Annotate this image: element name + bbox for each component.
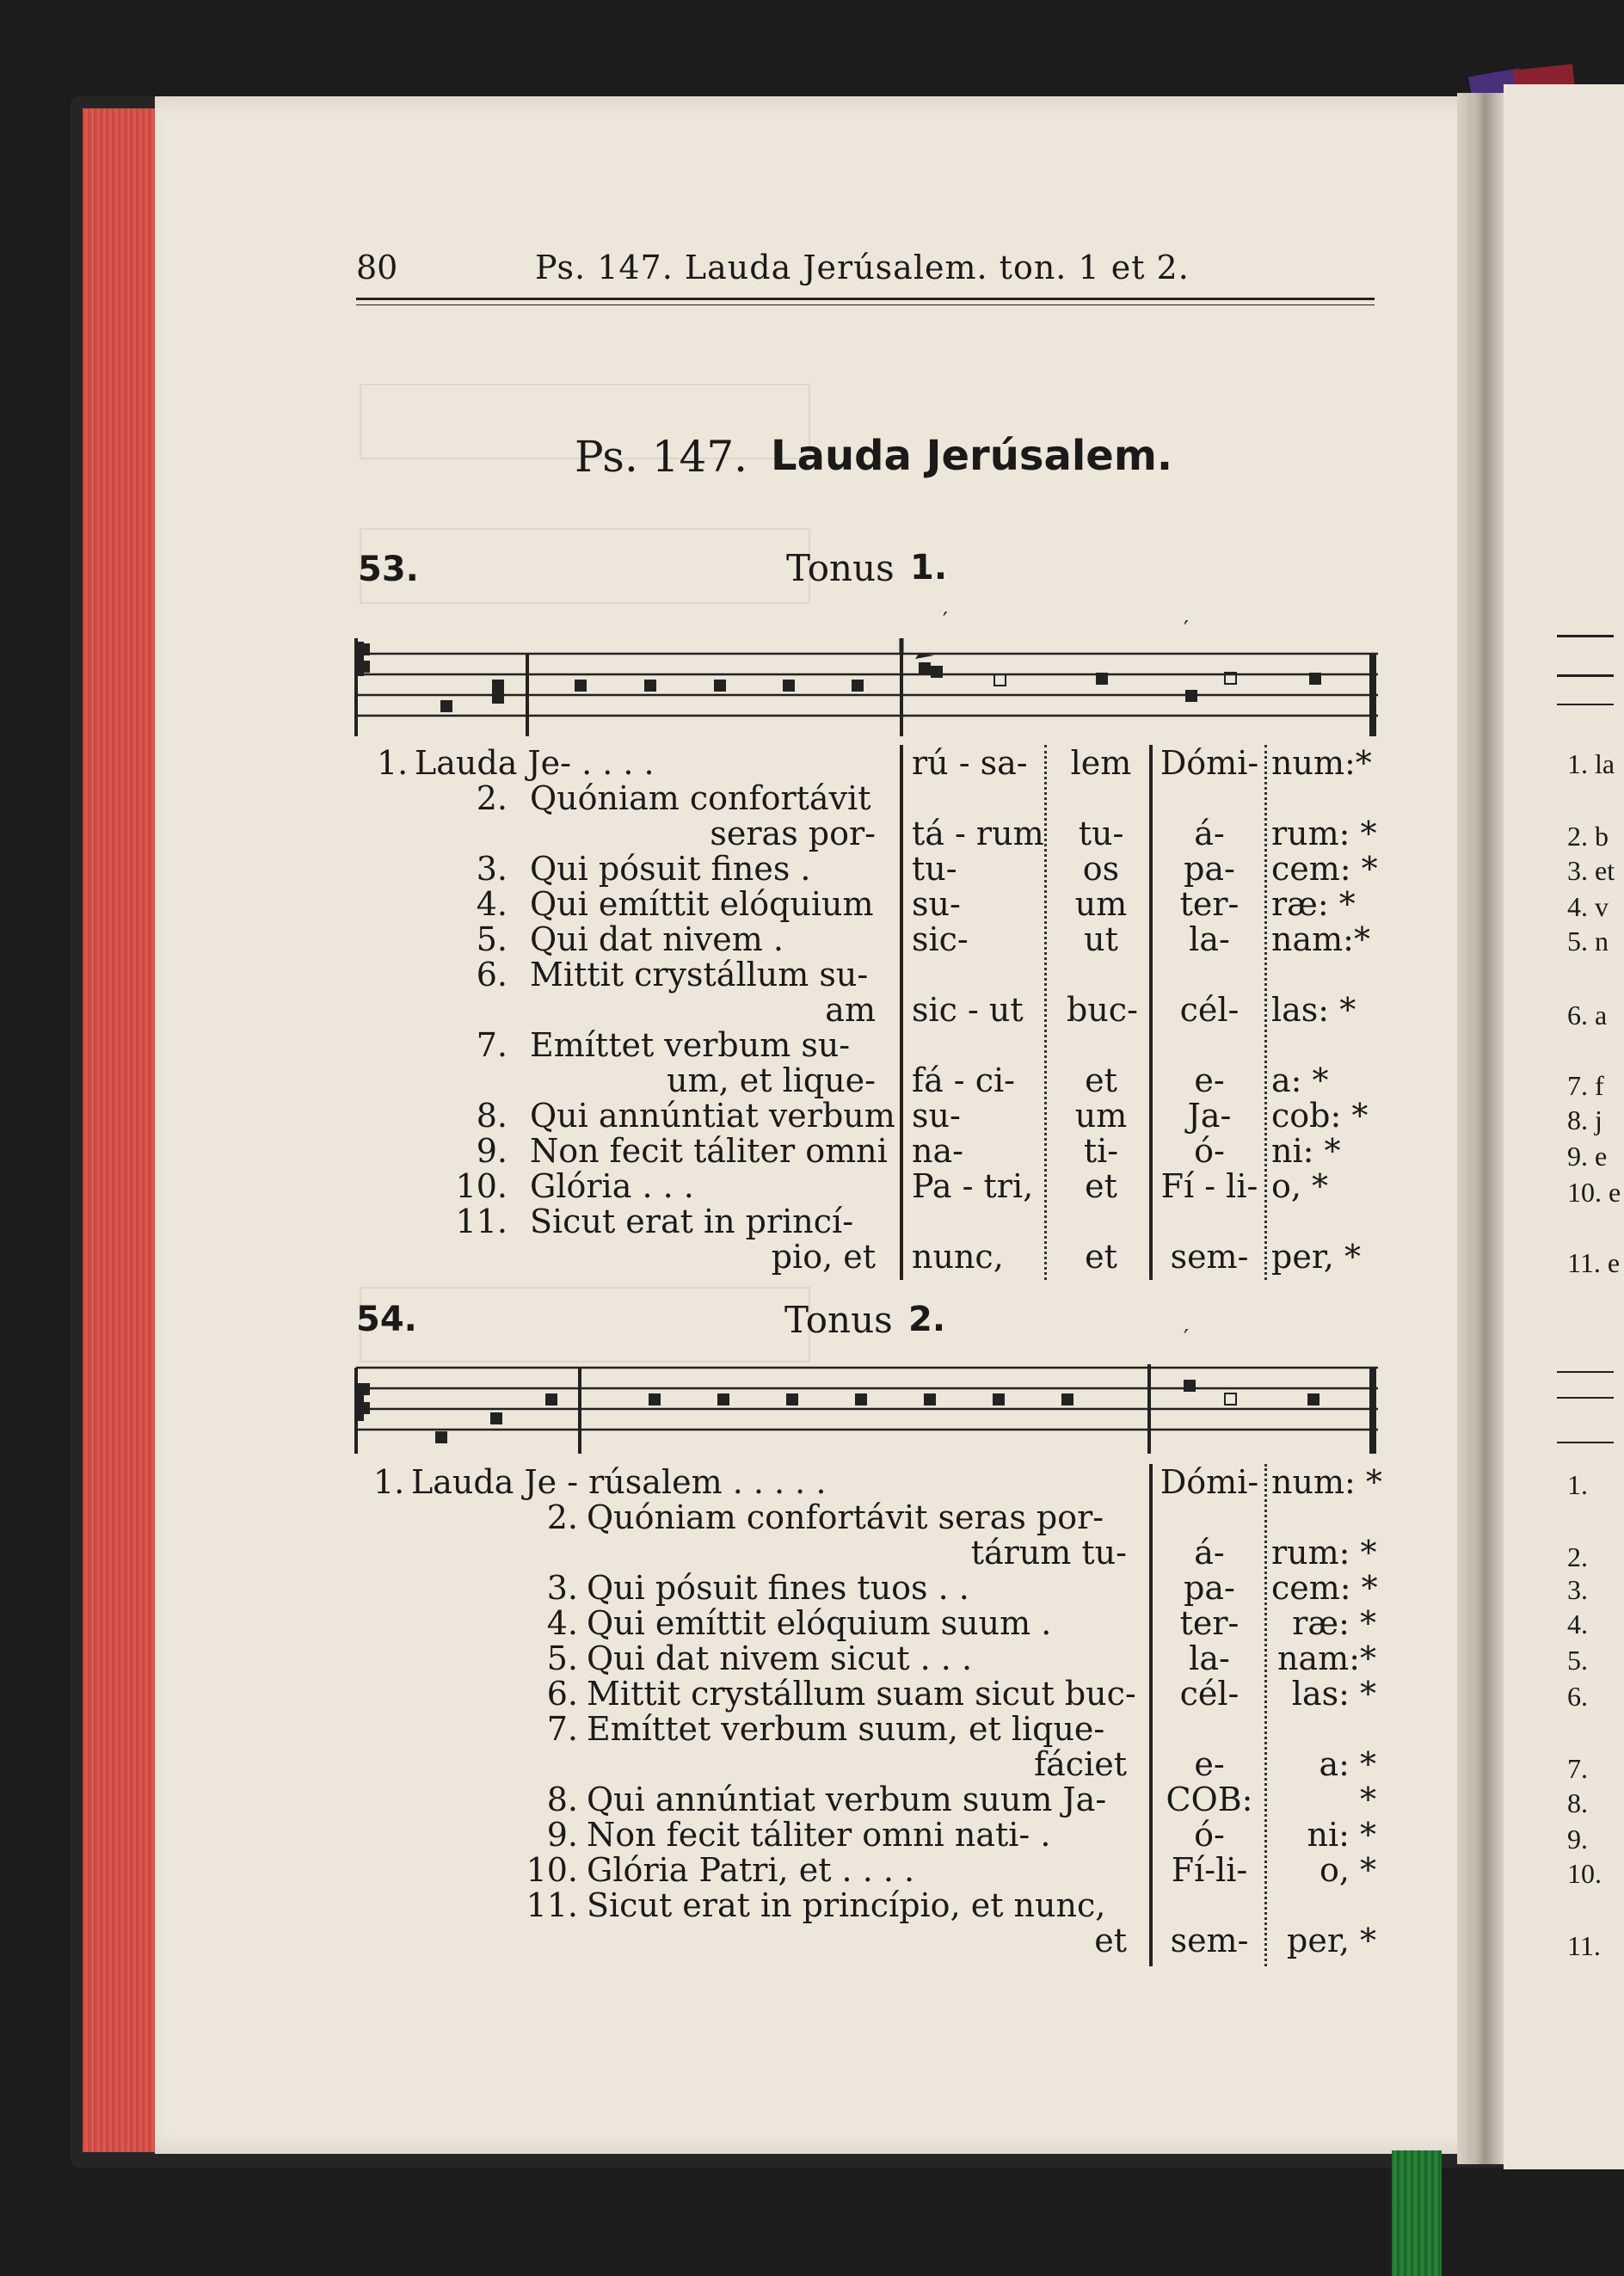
right-page-fragment: 4.: [1567, 1609, 1588, 1639]
syllable-col-4: a: *: [1271, 1061, 1329, 1099]
right-page-fragment: 1. la: [1567, 748, 1615, 779]
verse-text: Qui dat nivem sicut . . .: [587, 1639, 973, 1677]
right-page-fragment: 9.: [1567, 1824, 1588, 1855]
syllable-col-4: o, *: [1319, 1851, 1376, 1889]
music-staff-tonus-1: [353, 608, 1381, 740]
syllable-col-1: nunc,: [912, 1238, 1004, 1276]
dotted-divider: [1044, 745, 1047, 1280]
right-page-fragment: 5.: [1567, 1645, 1588, 1676]
syllable-col-1: rú - sa-: [912, 744, 1028, 782]
verse-text: Qui annúntiat verbum: [530, 1097, 895, 1135]
syllable-col-3: pa-: [1184, 1569, 1235, 1607]
syllable-col-3: ó-: [1194, 1132, 1225, 1170]
syllable-col-4: num:*: [1271, 744, 1372, 782]
right-page-fragment: 8.: [1567, 1787, 1588, 1818]
syllable-col-4: nam:*: [1271, 920, 1370, 958]
syllable-col-3: Dómi-: [1160, 744, 1259, 782]
syllable-col-1: fá - ci-: [912, 1061, 1015, 1099]
verse-number: 1.: [377, 744, 409, 782]
syllable-col-1: tá - rum: [912, 815, 1044, 852]
right-page-fragment: 2. b: [1567, 821, 1609, 852]
verse-text-continued: tárum tu-: [970, 1534, 1127, 1572]
verse-number: 9.: [476, 1132, 508, 1170]
syllable-col-4: ni: *: [1271, 1132, 1341, 1170]
right-page-fragment: 6.: [1567, 1681, 1588, 1712]
verse-number: 5.: [476, 920, 508, 958]
right-page-fragment: 7. f: [1567, 1070, 1604, 1101]
verse-number: 6.: [476, 956, 508, 993]
syllable-col-3: la-: [1189, 920, 1230, 958]
verse-text: Sicut erat in princí-: [530, 1203, 854, 1240]
syllable-col-1: sic-: [912, 920, 969, 958]
syllable-col-2: lem: [1070, 744, 1132, 782]
syllable-col-3: pa-: [1184, 850, 1235, 888]
bar-line: [900, 745, 903, 1280]
verse-text-continued: et: [1094, 1922, 1127, 1959]
verse-number: 2.: [476, 779, 508, 817]
header-rule: [356, 298, 1375, 300]
right-page-fragment: 1.: [1567, 1469, 1588, 1500]
header-rule-thin: [356, 304, 1375, 305]
syllable-col-2: ut: [1084, 920, 1118, 958]
verse-number: 10.: [455, 1167, 508, 1205]
right-page-fragment: 5. n: [1567, 926, 1609, 957]
verse-number: 3.: [476, 850, 508, 888]
verse-number: 5.: [546, 1639, 578, 1677]
verse-text: Mittit crystállum suam sicut buc-: [587, 1675, 1136, 1713]
syllable-col-4: per, *: [1287, 1922, 1376, 1959]
verse-number: 3.: [546, 1569, 578, 1607]
syllable-col-3: Ja-: [1187, 1097, 1232, 1135]
right-page-fragment: 10.: [1567, 1858, 1602, 1889]
right-page-staff-line: [1557, 1442, 1614, 1443]
svg-text:′: ′: [1184, 617, 1189, 643]
bar-line: [1149, 745, 1153, 1280]
tone-number-2: 2.: [908, 1300, 946, 1339]
right-page-fragment: 3.: [1567, 1574, 1588, 1605]
verse-text-continued: fáciet: [1034, 1745, 1127, 1783]
syllable-col-4: las: *: [1271, 991, 1356, 1029]
verse-text: Non fecit táliter omni: [530, 1132, 888, 1170]
syllable-col-3: la-: [1189, 1639, 1230, 1677]
syllable-col-3: cél-: [1179, 1675, 1240, 1713]
section-number-54: 54.: [356, 1300, 417, 1339]
right-page-fragment: 3. et: [1567, 855, 1615, 886]
verse-text-continued: um, et lique-: [667, 1061, 876, 1099]
syllable-col-2: et: [1085, 1238, 1117, 1276]
syllable-col-4: cob: *: [1271, 1097, 1369, 1135]
verse-number: 7.: [476, 1026, 508, 1064]
syllable-col-3: e-: [1194, 1745, 1225, 1783]
verse-number: 1.: [373, 1463, 405, 1501]
verse-text: Quóniam confortávit seras por-: [587, 1498, 1104, 1536]
verse-number: 4.: [546, 1604, 578, 1642]
verse-number: 8.: [546, 1781, 578, 1818]
right-page-staff-line: [1557, 1397, 1614, 1399]
syllable-col-3: Dómi-: [1160, 1463, 1259, 1501]
verse-number: 2.: [546, 1498, 578, 1536]
verse-text-continued: am: [825, 991, 876, 1029]
verse-text: Non fecit táliter omni nati- .: [587, 1816, 1051, 1854]
right-page-fragment: 9. e: [1567, 1141, 1608, 1172]
syllable-col-4: *: [1360, 1781, 1376, 1818]
syllable-col-4: las: *: [1291, 1675, 1376, 1713]
verse-text-continued: pio, et: [771, 1238, 876, 1276]
syllable-col-3: cél-: [1179, 991, 1240, 1029]
syllable-col-2: buc-: [1067, 991, 1138, 1029]
syllable-col-3: sem-: [1170, 1238, 1249, 1276]
syllable-col-3: ter-: [1179, 885, 1240, 923]
verse-number: 11.: [455, 1203, 508, 1240]
syllable-col-4: rum: *: [1271, 815, 1377, 852]
syllable-col-4: cem: *: [1271, 850, 1378, 888]
verse-text: Quóniam confortávit: [530, 779, 871, 817]
syllable-col-4: ni: *: [1307, 1816, 1376, 1854]
verse-number: 7.: [546, 1710, 578, 1748]
svg-text:′: ′: [1184, 1326, 1189, 1351]
section-number-53: 53.: [358, 550, 419, 589]
svg-text:′: ′: [943, 608, 948, 634]
page-number: 80: [356, 249, 398, 286]
verse-text: Qui pósuit fines .: [530, 850, 811, 888]
syllable-col-4: o, *: [1271, 1167, 1329, 1205]
verse-text: Glória Patri, et . . . .: [587, 1851, 915, 1889]
syllable-col-4: ræ: *: [1271, 885, 1356, 923]
tone-number-1: 1.: [910, 548, 948, 587]
syllable-col-3: ter-: [1179, 1604, 1240, 1642]
dotted-divider: [1264, 1464, 1267, 1966]
right-page-fragment: 10. e: [1567, 1177, 1621, 1208]
right-page-fragment: 4. v: [1567, 891, 1609, 922]
verse-text: Emíttet verbum suum, et lique-: [587, 1710, 1105, 1748]
right-page-fragment: 8. j: [1567, 1104, 1602, 1135]
verse-number: 9.: [546, 1816, 578, 1854]
syllable-col-2: et: [1085, 1061, 1117, 1099]
right-page-staff-line: [1557, 1371, 1614, 1373]
right-page-staff-line: [1557, 635, 1614, 637]
syllable-col-2: tu-: [1078, 815, 1124, 852]
syllable-col-2: um: [1074, 1097, 1128, 1135]
syllable-col-2: um: [1074, 885, 1128, 923]
syllable-col-3: COB:: [1166, 1781, 1253, 1818]
right-page-fragment: 6. a: [1567, 1000, 1608, 1030]
syllable-col-1: Pa - tri,: [912, 1167, 1034, 1205]
syllable-col-3: sem-: [1170, 1922, 1249, 1959]
verse-number: 8.: [476, 1097, 508, 1135]
syllable-col-1: na-: [912, 1132, 963, 1170]
syllable-col-1: sic - ut: [912, 991, 1024, 1029]
verse-text: Qui annúntiat verbum suum Ja-: [587, 1781, 1107, 1818]
verse-number: 4.: [476, 885, 508, 923]
psalm-title: Lauda Jerúsalem.: [771, 432, 1173, 480]
right-page-staff-line: [1557, 674, 1614, 677]
right-page-fragment: 11. e: [1567, 1247, 1621, 1278]
syllable-col-3: e-: [1194, 1061, 1225, 1099]
syllable-col-4: rum: *: [1271, 1534, 1377, 1572]
verse-text: Qui emíttit elóquium suum .: [587, 1604, 1052, 1642]
verse-text: Qui emíttit elóquium: [530, 885, 874, 923]
syllable-col-3: á-: [1194, 815, 1225, 852]
verse-number: 10.: [526, 1851, 578, 1889]
verse-text-continued: seras por-: [710, 815, 876, 852]
verse-text: Qui dat nivem .: [530, 920, 784, 958]
verse-text: Qui pósuit fines tuos . .: [587, 1569, 969, 1607]
right-page-fragment: 2.: [1567, 1541, 1588, 1572]
verse-text: Mittit crystállum su-: [530, 956, 869, 993]
verse-text: Lauda Je- . . . .: [415, 744, 655, 782]
syllable-col-1: su-: [912, 885, 961, 923]
syllable-col-3: á-: [1194, 1534, 1225, 1572]
syllable-col-1: su-: [912, 1097, 961, 1135]
syllable-col-4: cem: *: [1271, 1569, 1378, 1607]
syllable-col-3: Fí-li-: [1171, 1851, 1248, 1889]
syllable-col-3: ó-: [1194, 1816, 1225, 1854]
verse-number: 11.: [526, 1886, 578, 1924]
show-through-staff: [360, 528, 810, 604]
right-page-fragment: 7.: [1567, 1753, 1588, 1784]
right-page-fragment: 11.: [1567, 1930, 1601, 1961]
dotted-divider: [1264, 745, 1267, 1280]
syllable-col-4: nam:*: [1277, 1639, 1376, 1677]
syllable-col-1: tu-: [912, 850, 957, 888]
syllable-col-4: per, *: [1271, 1238, 1361, 1276]
verse-text: Emíttet verbum su-: [530, 1026, 851, 1064]
syllable-col-3: Fí - li-: [1160, 1167, 1258, 1205]
verse-text: Glória . . .: [530, 1167, 694, 1205]
syllable-col-4: ræ: *: [1292, 1604, 1376, 1642]
music-staff-tonus-2: [353, 1326, 1381, 1459]
syllable-col-2: ti-: [1083, 1132, 1119, 1170]
right-page-staff-line: [1557, 704, 1614, 705]
syllable-col-4: num: *: [1271, 1463, 1382, 1501]
psalm-title-prefix: Ps. 147.: [575, 432, 748, 482]
running-title: Ps. 147. Lauda Jerúsalem. ton. 1 et 2.: [535, 249, 1190, 286]
syllable-col-2: et: [1085, 1167, 1117, 1205]
verse-number: 6.: [546, 1675, 578, 1713]
tone-label-2: Tonus: [784, 1299, 893, 1341]
syllable-col-2: os: [1082, 850, 1120, 888]
tone-label-1: Tonus: [786, 547, 895, 589]
verse-text: Sicut erat in princípio, et nunc,: [587, 1886, 1106, 1924]
verse-text: Lauda Je - rúsalem . . . . .: [411, 1463, 827, 1501]
syllable-col-4: a: *: [1319, 1745, 1376, 1783]
bar-line: [1149, 1464, 1153, 1966]
